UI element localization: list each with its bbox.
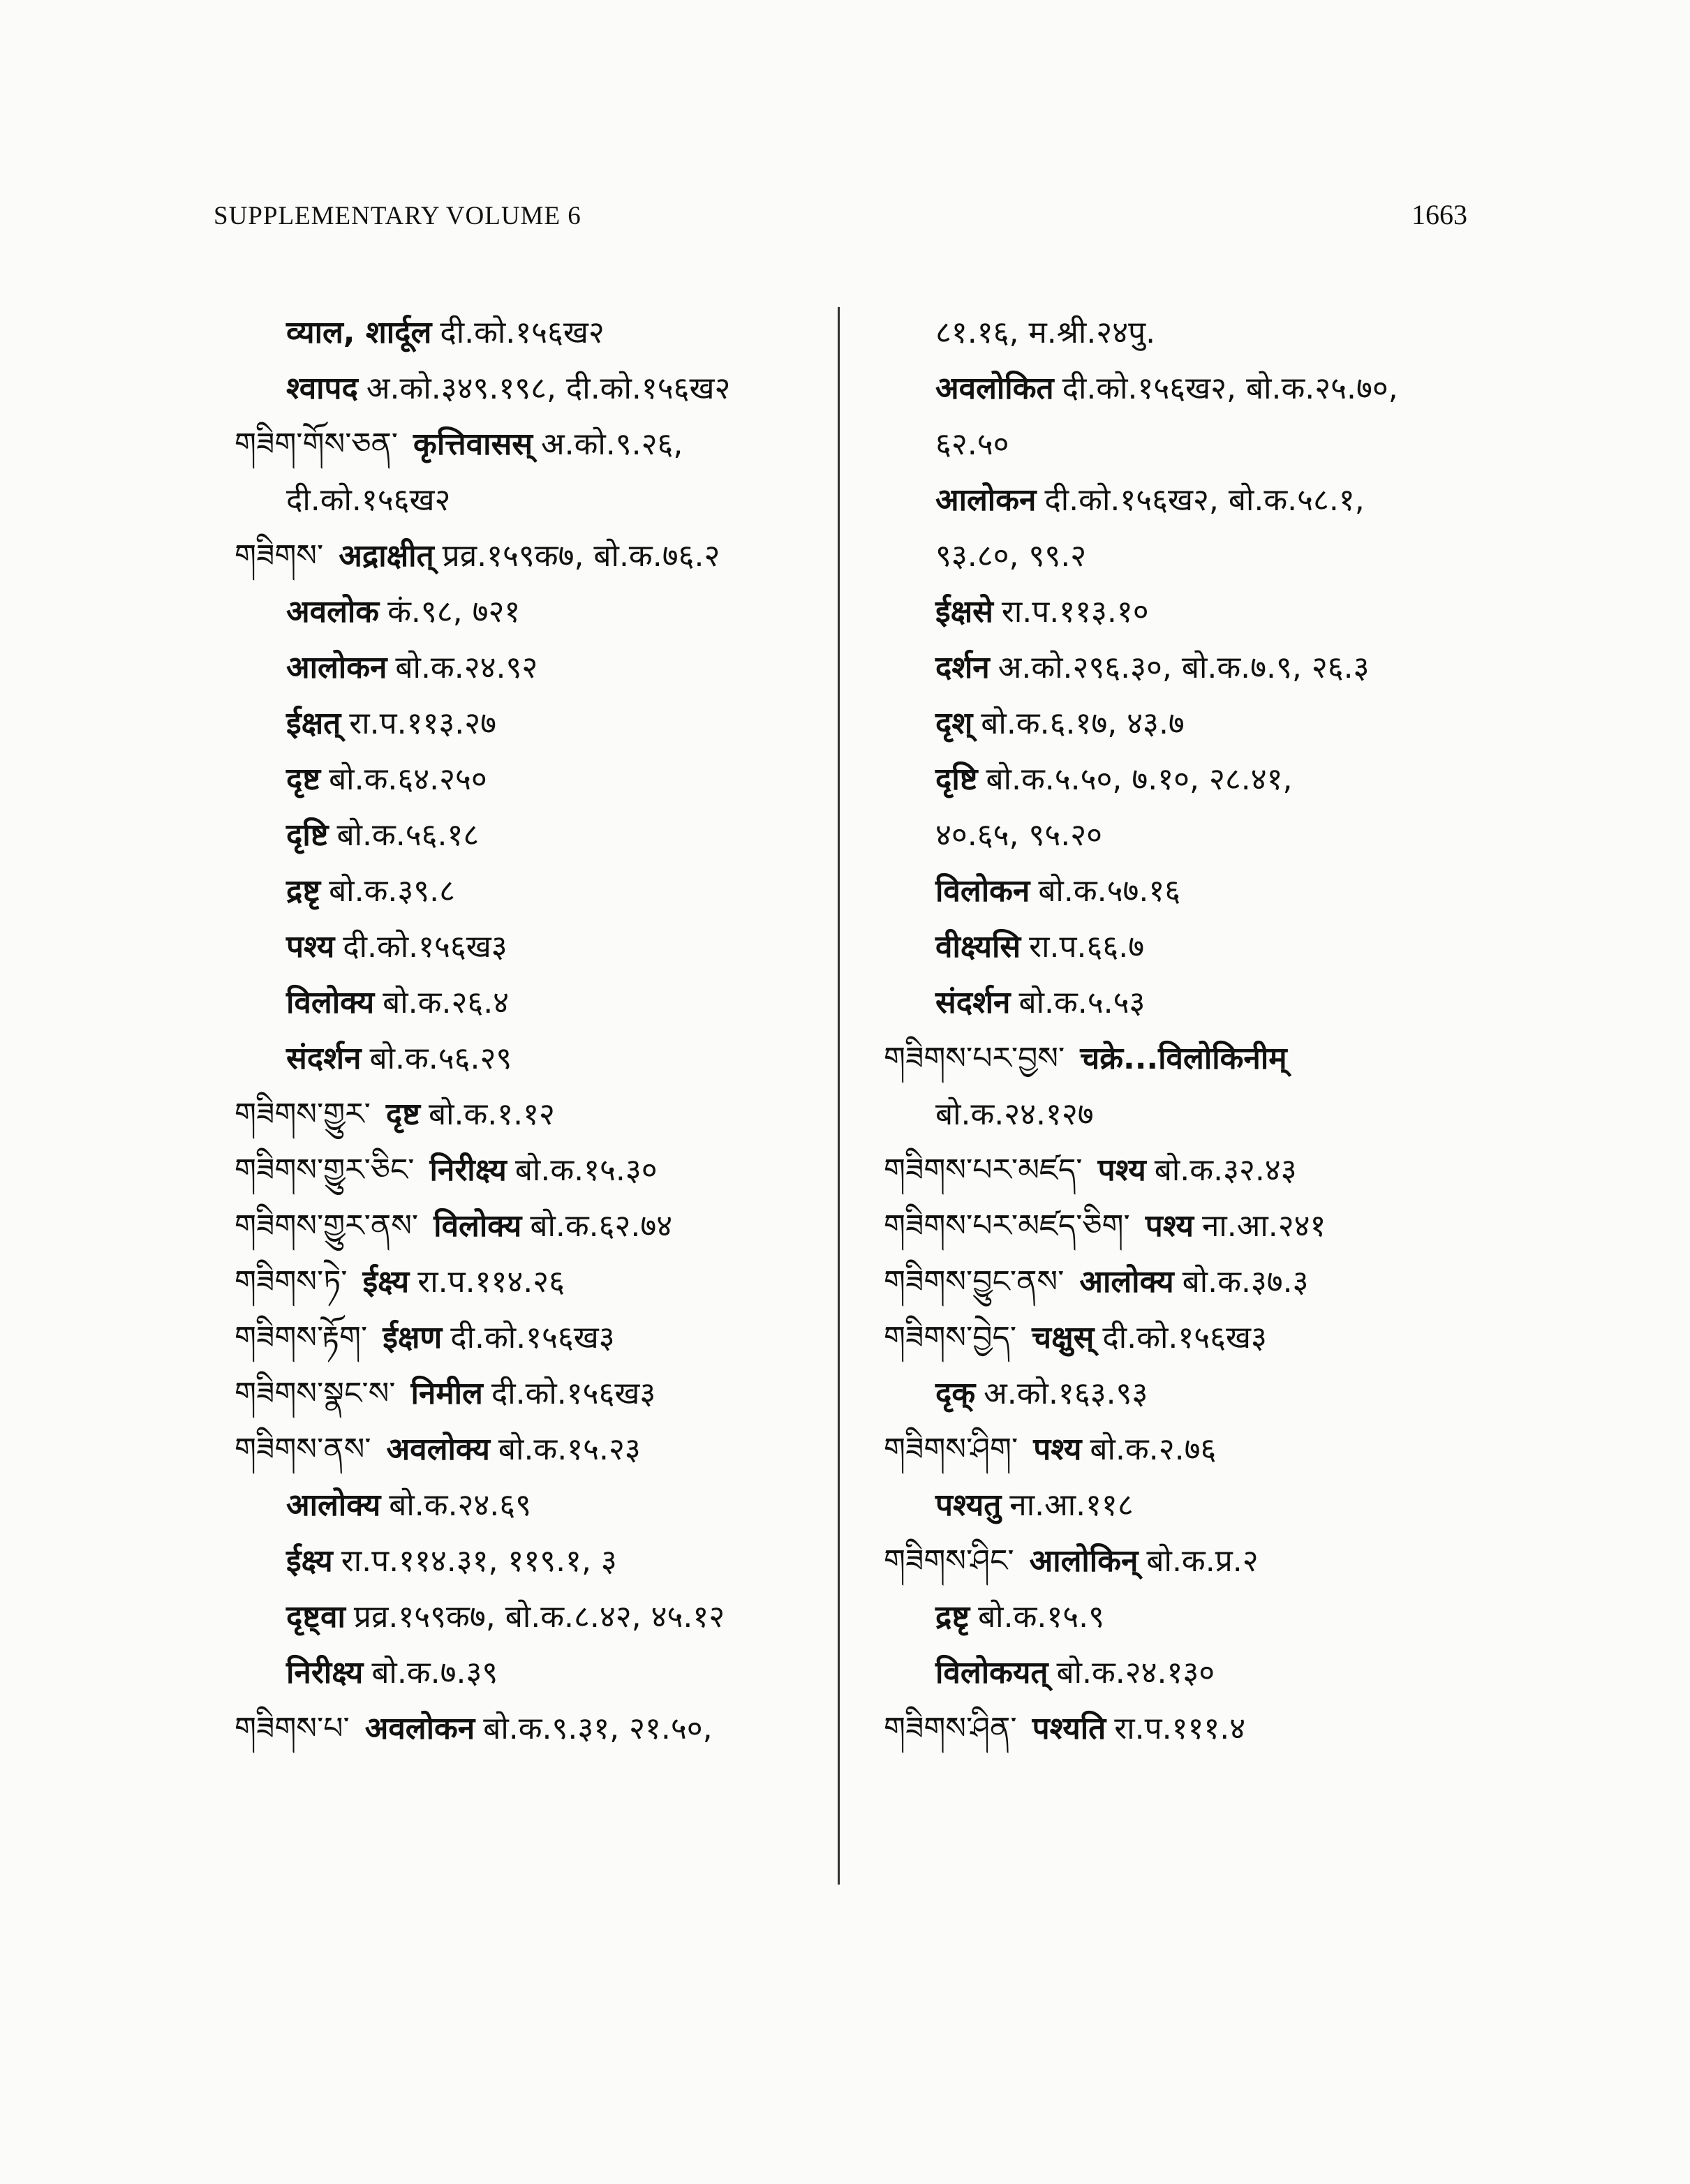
sanskrit-term: दृष्ट: [286, 762, 321, 797]
source-reference: ४०.६५, ९५.२०: [935, 817, 1102, 853]
tibetan-headword: གཟིག་གོས་ཅན་: [235, 426, 399, 462]
tibetan-headword: གཟིགས་ཤིང་: [884, 1543, 1014, 1579]
dictionary-entry-line: [209, 640, 824, 696]
dictionary-entry-line: [859, 640, 1473, 696]
tibetan-headword: གཟིགས་ཏེ་: [235, 1264, 348, 1300]
source-reference: ना.आ.२४१: [1201, 1208, 1326, 1244]
sanskrit-term: पश्य: [1145, 1208, 1194, 1244]
sanskrit-term: दृष्टि: [935, 762, 978, 797]
source-reference: बो.क.१.१२: [428, 1097, 555, 1132]
sanskrit-term: विलोक्य: [433, 1208, 522, 1244]
source-reference: अ.को.३४९.१९८, दी.को.१५६ख२: [366, 371, 731, 406]
source-reference: बो.क.२४.६९: [389, 1487, 532, 1523]
dictionary-entry-line: [859, 1198, 1473, 1254]
dictionary-entry-line: [859, 473, 1473, 528]
source-reference: बो.क.३२.४३: [1154, 1152, 1297, 1188]
dictionary-entry-line: [209, 696, 824, 752]
sanskrit-term: चक्षुस्: [1032, 1320, 1095, 1355]
sanskrit-term: पश्यतु: [935, 1487, 1002, 1523]
tibetan-headword: གཟིགས་པ་: [235, 1711, 350, 1746]
sanskrit-term: निरीक्ष्य: [429, 1152, 507, 1188]
source-reference: बो.क.७.३९: [371, 1655, 498, 1691]
dictionary-entry-line: [209, 1198, 824, 1254]
sanskrit-term: विलोकन: [935, 873, 1030, 909]
dictionary-entry-line: [859, 975, 1473, 1031]
dictionary-entry-line: [209, 1478, 824, 1533]
dictionary-entry-line: [859, 1645, 1473, 1701]
dictionary-entry-line: [209, 1589, 824, 1645]
left-column: [209, 305, 824, 1757]
source-reference: दी.को.१५६ख३: [450, 1320, 615, 1355]
source-reference: ८१.१६, म.श्री.२४पु.: [935, 315, 1156, 350]
source-reference: ६२.५०: [935, 426, 1009, 462]
dictionary-entry-line: [859, 1589, 1473, 1645]
sanskrit-term: दृष्ट: [385, 1097, 420, 1132]
sanskrit-term: ईक्ष्य: [286, 1543, 333, 1579]
dictionary-entry-line: [209, 1254, 824, 1310]
sanskrit-term: आलोक्य: [1079, 1264, 1174, 1300]
sanskrit-term: व्याल, शार्दूल: [286, 315, 432, 350]
sanskrit-term: चक्रे...विलोकिनीम्: [1080, 1041, 1287, 1076]
sanskrit-term: निरीक्ष्य: [286, 1655, 364, 1691]
dictionary-entry-line: [209, 1645, 824, 1701]
source-reference: बो.क.५.५३: [1018, 985, 1146, 1020]
tibetan-headword: གཟིགས་ནས་: [235, 1432, 371, 1467]
source-reference: प्रव्र.१५९क७, बो.क.७६.२: [442, 538, 720, 574]
dictionary-entry-line: [859, 808, 1473, 863]
dictionary-entry-line: [859, 361, 1473, 417]
sanskrit-term: आलोकिन्: [1029, 1543, 1139, 1579]
source-reference: दी.को.१५६ख२: [440, 315, 605, 350]
dictionary-entry-line: [859, 528, 1473, 584]
dictionary-entry-line: [209, 1422, 824, 1478]
sanskrit-term: विलोक्य: [286, 985, 375, 1020]
sanskrit-term: दर्शन: [935, 650, 990, 685]
source-reference: बो.क.३९.८: [329, 873, 455, 909]
source-reference: दी.को.१५६ख२, बो.क.२५.७०,: [1062, 371, 1398, 406]
source-reference: बो.क.१५.९: [978, 1599, 1104, 1635]
sanskrit-term: संदर्शन: [935, 985, 1011, 1020]
dictionary-entry-line: [209, 528, 824, 584]
tibetan-headword: གཟིགས་བྱུང་ནས་: [884, 1264, 1065, 1300]
tibetan-headword: གཟིགས་སྣང་ས་: [235, 1376, 396, 1411]
tibetan-headword: གཟིགས་པར་བྱས་: [884, 1041, 1065, 1076]
source-reference: ९३.८०, ९९.२: [935, 538, 1087, 574]
tibetan-headword: གཟིགས་: [235, 538, 324, 574]
dictionary-entry-line: [209, 1310, 824, 1366]
source-reference: अ.को.९.२६,: [541, 426, 683, 462]
source-reference: ना.आ.११८: [1009, 1487, 1134, 1523]
source-reference: अ.को.१६३.९३: [984, 1376, 1148, 1411]
dictionary-entry-line: [859, 1701, 1473, 1757]
source-reference: दी.को.१५६ख२, बो.क.५८.१,: [1044, 482, 1365, 518]
dictionary-entry-line: [209, 1031, 824, 1087]
source-reference: रा.प.१११.४: [1114, 1711, 1246, 1746]
source-reference: बो.क.२४.९२: [395, 650, 538, 685]
source-reference: बो.क.३७.३: [1182, 1264, 1309, 1300]
source-reference: बो.क.२४.१२७: [935, 1097, 1094, 1132]
dictionary-entry-line: [859, 1478, 1473, 1533]
tibetan-headword: གཟིགས་གྱུར་ནས་: [235, 1208, 419, 1244]
dictionary-entry-line: [209, 863, 824, 919]
source-reference: कं.९८, ७२१: [387, 594, 521, 630]
sanskrit-term: द्रष्टृ: [286, 873, 321, 909]
sanskrit-term: श्वापद: [286, 371, 358, 406]
dictionary-entry-line: [859, 919, 1473, 975]
column-divider: [838, 307, 840, 1885]
sanskrit-term: ईक्षण: [383, 1320, 443, 1355]
source-reference: बो.क.५६.१८: [336, 817, 480, 853]
sanskrit-term: विलोकयत्: [935, 1655, 1048, 1691]
sanskrit-term: अवलोक: [286, 594, 380, 630]
dictionary-entry-line: [209, 919, 824, 975]
tibetan-headword: གཟིགས་ཤིན་: [884, 1711, 1017, 1746]
sanskrit-term: ईक्षत्: [286, 706, 341, 741]
dictionary-entry-line: [859, 1143, 1473, 1198]
source-reference: बो.क.१५.२३: [498, 1432, 641, 1467]
sanskrit-term: दृक्: [935, 1376, 976, 1411]
dictionary-entry-line: [859, 584, 1473, 640]
dictionary-entry-line: [209, 1701, 824, 1757]
dictionary-entry-line: [209, 808, 824, 863]
dictionary-entry-line: [209, 584, 824, 640]
tibetan-headword: གཟིགས་རྟོག་: [235, 1320, 368, 1355]
sanskrit-term: पश्यति: [1032, 1711, 1106, 1746]
source-reference: बो.क.६४.२५०: [329, 762, 487, 797]
source-reference: बो.क.६२.७४: [530, 1208, 673, 1244]
dictionary-entry-line: [859, 1366, 1473, 1422]
source-reference: बो.क.२६.४: [383, 985, 510, 1020]
page-number: 1663: [1411, 199, 1467, 230]
source-reference: रा.प.११४.३१, ११९.१, ३: [341, 1543, 617, 1579]
dictionary-entry-line: [209, 752, 824, 808]
source-reference: बो.क.२.७६: [1090, 1432, 1217, 1467]
source-reference: प्रव्र.१५९क७, बो.क.८.४२, ४५.१२: [353, 1599, 725, 1635]
sanskrit-term: आलोक्य: [286, 1487, 381, 1523]
source-reference: बो.क.५.५०, ७.१०, २८.४१,: [986, 762, 1293, 797]
dictionary-entry-line: [209, 361, 824, 417]
dictionary-entry-line: [859, 1254, 1473, 1310]
dictionary-entry-line: [859, 1087, 1473, 1143]
source-reference: बो.क.५६.२९: [369, 1041, 512, 1076]
tibetan-headword: གཟིགས་གྱུར་ཅིང་: [235, 1152, 415, 1188]
source-reference: रा.प.११३.१०: [1001, 594, 1149, 630]
dictionary-entry-line: [859, 863, 1473, 919]
dictionary-entry-line: [859, 1031, 1473, 1087]
sanskrit-term: कृत्तिवासस्: [413, 426, 533, 462]
dictionary-entry-line: [859, 417, 1473, 473]
sanskrit-term: वीक्ष्यसि: [935, 929, 1021, 965]
sanskrit-term: अवलोकन: [364, 1711, 475, 1746]
sanskrit-term: ईक्षसे: [935, 594, 993, 630]
sanskrit-term: अद्राक्षीत्: [339, 538, 434, 574]
dictionary-entry-line: [209, 1143, 824, 1198]
source-reference: रा.प.११४.२६: [417, 1264, 565, 1300]
running-head: SUPPLEMENTARY VOLUME 6: [214, 202, 581, 230]
dictionary-entry-line: [859, 752, 1473, 808]
dictionary-entry-line: [209, 1533, 824, 1589]
sanskrit-term: संदर्शन: [286, 1041, 362, 1076]
source-reference: बो.क.५७.१६: [1038, 873, 1181, 909]
source-reference: बो.क.६.१७, ४३.७: [981, 706, 1185, 741]
source-reference: दी.को.१५६ख३: [1102, 1320, 1267, 1355]
dictionary-entry-line: [859, 1422, 1473, 1478]
source-reference: दी.को.१५६ख३: [491, 1376, 656, 1411]
dictionary-entry-line: [209, 975, 824, 1031]
sanskrit-term: अवलोक्य: [386, 1432, 490, 1467]
sanskrit-term: ईक्ष्य: [362, 1264, 410, 1300]
dictionary-entry-line: [209, 1087, 824, 1143]
dictionary-entry-line: [859, 1533, 1473, 1589]
source-reference: दी.को.१५६ख२: [286, 482, 451, 518]
source-reference: अ.को.२९६.३०, बो.क.७.९, २६.३: [998, 650, 1370, 685]
dictionary-entry-line: [209, 305, 824, 361]
sanskrit-term: पश्य: [1097, 1152, 1146, 1188]
source-reference: बो.क.९.३१, २१.५०,: [483, 1711, 713, 1746]
source-reference: दी.को.१५६ख३: [343, 929, 507, 965]
dictionary-entry-line: [209, 473, 824, 528]
right-column: [859, 305, 1473, 1757]
dictionary-entry-line: [859, 1310, 1473, 1366]
sanskrit-term: दृष्टि: [286, 817, 329, 853]
sanskrit-term: दृश्: [935, 706, 973, 741]
tibetan-headword: གཟིགས་གྱུར་: [235, 1097, 371, 1132]
dictionary-entry-line: [859, 696, 1473, 752]
dictionary-entry-line: [209, 1366, 824, 1422]
sanskrit-term: द्रष्टृ: [935, 1599, 970, 1635]
tibetan-headword: གཟིགས་བྱེད་: [884, 1320, 1017, 1355]
source-reference: बो.क.प्र.२: [1146, 1543, 1259, 1579]
sanskrit-term: दृष्ट्वा: [286, 1599, 346, 1635]
source-reference: बो.क.२४.१३०: [1056, 1655, 1215, 1691]
source-reference: रा.प.११३.२७: [349, 706, 496, 741]
sanskrit-term: आलोकन: [286, 650, 387, 685]
source-reference: रा.प.६६.७: [1029, 929, 1145, 965]
sanskrit-term: आलोकन: [935, 482, 1037, 518]
sanskrit-term: पश्य: [1033, 1432, 1082, 1467]
tibetan-headword: གཟིགས་ཤིག་: [884, 1432, 1018, 1467]
sanskrit-term: निमील: [410, 1376, 483, 1411]
tibetan-headword: གཟིགས་པར་མཛད་ཅིག་: [884, 1208, 1130, 1244]
source-reference: बो.क.१५.३०: [514, 1152, 658, 1188]
dictionary-entry-line: [859, 305, 1473, 361]
tibetan-headword: གཟིགས་པར་མཛད་: [884, 1152, 1083, 1188]
sanskrit-term: पश्य: [286, 929, 335, 965]
dictionary-entry-line: [209, 417, 824, 473]
sanskrit-term: अवलोकित: [935, 371, 1054, 406]
